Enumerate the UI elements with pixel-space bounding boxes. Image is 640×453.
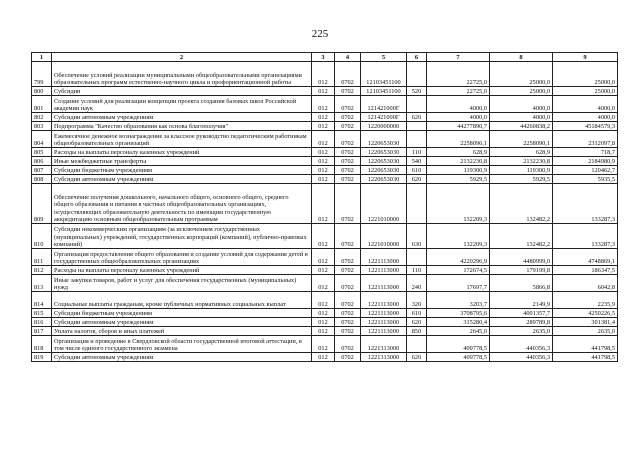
cell-col-section: 0702 [335, 148, 361, 157]
cell-col-row-number: 819 [32, 353, 52, 362]
cell-col-expense-type [407, 184, 427, 224]
cell-col-name: Субсидии автономным учреждениям [52, 318, 312, 327]
table-row [32, 184, 618, 224]
cell-col-sum-year-2: 119300,9 [490, 166, 553, 175]
cell-col-sum-year-1: 628,9 [427, 148, 490, 157]
cell-col-name: Организация и проведение в Свердловской области государственной итоговой аттестации, в том числе единого государственного экзамена [52, 336, 312, 353]
header-col-section: 4 [335, 53, 361, 62]
page-number: 225 [311, 28, 329, 40]
table-header-row [32, 53, 618, 62]
cell-col-sum-year-3: 133287,3 [553, 224, 618, 249]
cell-col-row-number: 805 [32, 148, 52, 157]
cell-col-target-article: 1220653030 [361, 148, 407, 157]
cell-col-target-article: 1221113000 [361, 292, 407, 309]
cell-col-name: Подпрограмма "Качество образования как основа благополучия" [52, 122, 312, 131]
cell-col-section: 0702 [335, 292, 361, 309]
cell-col-name: Субсидии бюджетным учреждениям [52, 166, 312, 175]
cell-col-sum-year-1: 2258096,1 [427, 131, 490, 148]
cell-col-expense-type [407, 131, 427, 148]
cell-col-name: Создание условий для реализации концепции проекта создания базовых школ Российской академии наук [52, 96, 312, 113]
cell-col-target-article: 1221113000 [361, 249, 407, 266]
cell-col-ministry: 012 [312, 318, 335, 327]
cell-col-sum-year-2: 289789,8 [490, 318, 553, 327]
cell-col-section: 0702 [335, 157, 361, 166]
cell-col-row-number: 815 [32, 309, 52, 318]
cell-col-row-number: 799 [32, 62, 52, 87]
cell-col-section: 0702 [335, 131, 361, 148]
cell-col-sum-year-2: 2635,0 [490, 327, 553, 336]
cell-col-row-number: 800 [32, 87, 52, 96]
cell-col-ministry: 012 [312, 336, 335, 353]
cell-col-section: 0702 [335, 122, 361, 131]
cell-col-row-number: 802 [32, 113, 52, 122]
cell-col-name: Ежемесячное денежное вознаграждение за классное руководство педагогическим работникам общеобразовательных организаций [52, 131, 312, 148]
cell-col-target-article: 1220653030 [361, 131, 407, 148]
cell-col-sum-year-3: 2312097,8 [553, 131, 618, 148]
cell-col-sum-year-2: 4000,0 [490, 96, 553, 113]
cell-col-row-number: 817 [32, 327, 52, 336]
cell-col-expense-type: 620 [407, 113, 427, 122]
cell-col-sum-year-2: 179199,8 [490, 266, 553, 275]
cell-col-target-article: 1220653030 [361, 166, 407, 175]
cell-col-sum-year-1: 172674,5 [427, 266, 490, 275]
cell-col-name: Расходы на выплаты персоналу казенных учреждений [52, 148, 312, 157]
cell-col-row-number: 818 [32, 336, 52, 353]
cell-col-sum-year-2: 4000,0 [490, 113, 553, 122]
table-row [32, 309, 618, 318]
cell-col-section: 0702 [335, 175, 361, 184]
table-row [32, 157, 618, 166]
cell-col-name: Расходы на выплаты персоналу казенных учреждений [52, 266, 312, 275]
cell-col-expense-type: 610 [407, 166, 427, 175]
table-row [32, 353, 618, 362]
cell-col-target-article: 121421000Г [361, 113, 407, 122]
cell-col-target-article: 1221113000 [361, 266, 407, 275]
cell-col-expense-type [407, 336, 427, 353]
header-col-ministry: 3 [312, 53, 335, 62]
cell-col-expense-type: 110 [407, 148, 427, 157]
cell-col-sum-year-3: 6042,8 [553, 275, 618, 292]
cell-col-sum-year-3: 441798,5 [553, 353, 618, 362]
table-row [32, 292, 618, 309]
cell-col-name: Обеспечение получения дошкольного, начального общего, основного общего, среднего общего образования и питания в частных общеобразовательных организациях, осуществляющих образовательную деятельность по имеющим государственную аккредитацию основным общеобразовательным программам [52, 184, 312, 224]
cell-col-name: Субсидии автономным учреждениям [52, 175, 312, 184]
cell-col-sum-year-1: 44277890,7 [427, 122, 490, 131]
cell-col-sum-year-2: 440356,3 [490, 336, 553, 353]
cell-col-target-article: 121421000Г [361, 96, 407, 113]
cell-col-ministry: 012 [312, 292, 335, 309]
header-col-expense-type: 6 [407, 53, 427, 62]
table-row [32, 148, 618, 157]
cell-col-expense-type [407, 62, 427, 87]
table-row [32, 62, 618, 87]
cell-col-sum-year-1: 3708795,6 [427, 309, 490, 318]
cell-col-section: 0702 [335, 318, 361, 327]
cell-col-ministry: 012 [312, 175, 335, 184]
cell-col-sum-year-1: 3203,7 [427, 292, 490, 309]
cell-col-name: Иные межбюджетные трансферты [52, 157, 312, 166]
table-row [32, 275, 618, 292]
cell-col-ministry: 012 [312, 96, 335, 113]
cell-col-row-number: 811 [32, 249, 52, 266]
cell-col-ministry: 012 [312, 249, 335, 266]
cell-col-expense-type [407, 96, 427, 113]
cell-col-name: Иные закупки товаров, работ и услуг для обеспечения государственных (муниципальных) нужд [52, 275, 312, 292]
cell-col-ministry: 012 [312, 122, 335, 131]
cell-col-sum-year-3: 301381,4 [553, 318, 618, 327]
cell-col-row-number: 816 [32, 318, 52, 327]
cell-col-expense-type: 850 [407, 327, 427, 336]
cell-col-ministry: 012 [312, 166, 335, 175]
cell-col-sum-year-3: 4250226,5 [553, 309, 618, 318]
table-row [32, 249, 618, 266]
header-col-row-number: 1 [32, 53, 52, 62]
cell-col-name: Субсидии автономным учреждениям [52, 353, 312, 362]
cell-col-sum-year-2: 4001357,7 [490, 309, 553, 318]
cell-col-expense-type: 620 [407, 353, 427, 362]
cell-col-ministry: 012 [312, 275, 335, 292]
cell-col-sum-year-3: 4000,0 [553, 113, 618, 122]
header-col-sum-year-2: 8 [490, 53, 553, 62]
cell-col-section: 0702 [335, 224, 361, 249]
cell-col-expense-type: 610 [407, 309, 427, 318]
cell-col-section: 0702 [335, 327, 361, 336]
cell-col-sum-year-3: 441798,5 [553, 336, 618, 353]
table-row [32, 224, 618, 249]
cell-col-ministry: 012 [312, 131, 335, 148]
cell-col-sum-year-3: 4748869,1 [553, 249, 618, 266]
cell-col-target-article: 1221113000 [361, 327, 407, 336]
cell-col-sum-year-1: 409778,5 [427, 353, 490, 362]
cell-col-row-number: 801 [32, 96, 52, 113]
cell-col-expense-type: 630 [407, 224, 427, 249]
cell-col-ministry: 012 [312, 62, 335, 87]
cell-col-target-article: 1221113000 [361, 309, 407, 318]
cell-col-expense-type: 540 [407, 157, 427, 166]
table-row [32, 266, 618, 275]
cell-col-expense-type: 620 [407, 175, 427, 184]
cell-col-sum-year-2: 132482,2 [490, 184, 553, 224]
table-row [32, 113, 618, 122]
cell-col-row-number: 808 [32, 175, 52, 184]
cell-col-name: Социальные выплаты гражданам, кроме публичных нормативных социальных выплат [52, 292, 312, 309]
cell-col-sum-year-1: 315280,4 [427, 318, 490, 327]
cell-col-section: 0702 [335, 275, 361, 292]
cell-col-section: 0702 [335, 87, 361, 96]
cell-col-section: 0702 [335, 166, 361, 175]
cell-col-row-number: 813 [32, 275, 52, 292]
cell-col-target-article: 1221313000 [361, 353, 407, 362]
cell-col-name: Организация предоставления общего образования и создание условий для содержания детей в государственных общеобразовательных организациях [52, 249, 312, 266]
cell-col-ministry: 012 [312, 309, 335, 318]
cell-col-ministry: 012 [312, 184, 335, 224]
cell-col-expense-type: 320 [407, 292, 427, 309]
cell-col-sum-year-3: 186347,5 [553, 266, 618, 275]
header-col-sum-year-1: 7 [427, 53, 490, 62]
cell-col-sum-year-2: 5929,5 [490, 175, 553, 184]
cell-col-section: 0702 [335, 336, 361, 353]
table-row [32, 327, 618, 336]
cell-col-target-article: 12103451100 [361, 62, 407, 87]
cell-col-sum-year-1: 4000,0 [427, 113, 490, 122]
cell-col-expense-type [407, 122, 427, 131]
cell-col-sum-year-2: 2258090,1 [490, 131, 553, 148]
cell-col-sum-year-3: 25000,0 [553, 87, 618, 96]
cell-col-ministry: 012 [312, 113, 335, 122]
budget-table [31, 52, 618, 362]
cell-col-name: Субсидии некоммерческим организациям (за исключением государственных (муниципальных) учреждений, государственных корпораций (компаний), публично-правовых компаний) [52, 224, 312, 249]
cell-col-section: 0702 [335, 113, 361, 122]
cell-col-sum-year-2: 440356,3 [490, 353, 553, 362]
cell-col-row-number: 814 [32, 292, 52, 309]
cell-col-row-number: 806 [32, 157, 52, 166]
cell-col-ministry: 012 [312, 148, 335, 157]
cell-col-section: 0702 [335, 184, 361, 224]
cell-col-section: 0702 [335, 309, 361, 318]
header-col-sum-year-3: 9 [553, 53, 618, 62]
cell-col-ministry: 012 [312, 353, 335, 362]
cell-col-name: Уплата налогов, сборов и иных платежей [52, 327, 312, 336]
cell-col-sum-year-3: 133287,3 [553, 184, 618, 224]
cell-col-target-article: 1221313000 [361, 336, 407, 353]
cell-col-sum-year-2: 25000,0 [490, 87, 553, 96]
cell-col-row-number: 803 [32, 122, 52, 131]
cell-col-expense-type [407, 249, 427, 266]
cell-col-sum-year-3: 120462,7 [553, 166, 618, 175]
cell-col-section: 0702 [335, 96, 361, 113]
cell-col-target-article: 1220653030 [361, 175, 407, 184]
cell-col-row-number: 804 [32, 131, 52, 148]
cell-col-sum-year-1: 5929,5 [427, 175, 490, 184]
cell-col-row-number: 812 [32, 266, 52, 275]
cell-col-sum-year-2: 4480999,0 [490, 249, 553, 266]
cell-col-sum-year-1: 4000,0 [427, 96, 490, 113]
cell-col-sum-year-3: 2635,0 [553, 327, 618, 336]
cell-col-target-article: 1221113000 [361, 318, 407, 327]
table-row [32, 318, 618, 327]
cell-col-sum-year-1: 17697,7 [427, 275, 490, 292]
cell-col-name: Субсидии [52, 87, 312, 96]
cell-col-sum-year-2: 25000,0 [490, 62, 553, 87]
cell-col-sum-year-3: 5935,5 [553, 175, 618, 184]
cell-col-sum-year-1: 132209,3 [427, 224, 490, 249]
cell-col-expense-type: 520 [407, 87, 427, 96]
cell-col-ministry: 012 [312, 87, 335, 96]
cell-col-sum-year-2: 44260838,2 [490, 122, 553, 131]
header-col-target-article: 5 [361, 53, 407, 62]
cell-col-target-article: 1221010000 [361, 224, 407, 249]
cell-col-section: 0702 [335, 353, 361, 362]
table-row [32, 336, 618, 353]
cell-col-sum-year-1: 2132230,8 [427, 157, 490, 166]
cell-col-sum-year-1: 4220296,9 [427, 249, 490, 266]
cell-col-section: 0702 [335, 266, 361, 275]
cell-col-row-number: 809 [32, 184, 52, 224]
table-row [32, 131, 618, 148]
cell-col-target-article: 1221010000 [361, 184, 407, 224]
cell-col-name: Субсидии автономным учреждениям [52, 113, 312, 122]
table-row [32, 87, 618, 96]
cell-col-name: Обеспечение условий реализации муниципальными общеобразовательными организациями образовательных программ естественно-научного цикла и профориентационной работы [52, 62, 312, 87]
cell-col-target-article: 1221113000 [361, 275, 407, 292]
cell-col-sum-year-1: 22725,0 [427, 62, 490, 87]
cell-col-expense-type: 110 [407, 266, 427, 275]
cell-col-sum-year-1: 119300,9 [427, 166, 490, 175]
cell-col-sum-year-2: 132482,2 [490, 224, 553, 249]
cell-col-ministry: 012 [312, 327, 335, 336]
cell-col-sum-year-2: 2149,9 [490, 292, 553, 309]
cell-col-sum-year-2: 628,9 [490, 148, 553, 157]
cell-col-sum-year-3: 2184980,9 [553, 157, 618, 166]
cell-col-sum-year-2: 2132230,8 [490, 157, 553, 166]
cell-col-sum-year-3: 45184579,3 [553, 122, 618, 131]
cell-col-sum-year-2: 5866,8 [490, 275, 553, 292]
cell-col-section: 0702 [335, 62, 361, 87]
cell-col-sum-year-1: 2645,0 [427, 327, 490, 336]
header-col-name: 2 [52, 53, 312, 62]
table-body [32, 62, 618, 362]
cell-col-expense-type: 240 [407, 275, 427, 292]
cell-col-sum-year-3: 718,7 [553, 148, 618, 157]
cell-col-sum-year-3: 25000,0 [553, 62, 618, 87]
table-row [32, 175, 618, 184]
table-row [32, 96, 618, 113]
cell-col-expense-type: 620 [407, 318, 427, 327]
cell-col-section: 0702 [335, 249, 361, 266]
cell-col-target-article: 12103451100 [361, 87, 407, 96]
table-row [32, 122, 618, 131]
cell-col-ministry: 012 [312, 224, 335, 249]
cell-col-sum-year-1: 22725,0 [427, 87, 490, 96]
cell-col-sum-year-3: 2235,9 [553, 292, 618, 309]
cell-col-sum-year-1: 132209,3 [427, 184, 490, 224]
cell-col-ministry: 012 [312, 266, 335, 275]
table-row [32, 166, 618, 175]
cell-col-ministry: 012 [312, 157, 335, 166]
cell-col-target-article: 1220653030 [361, 157, 407, 166]
cell-col-sum-year-1: 409778,5 [427, 336, 490, 353]
cell-col-sum-year-3: 4000,0 [553, 96, 618, 113]
cell-col-row-number: 807 [32, 166, 52, 175]
cell-col-name: Субсидии бюджетным учреждениям [52, 309, 312, 318]
cell-col-target-article: 1220000000 [361, 122, 407, 131]
cell-col-row-number: 810 [32, 224, 52, 249]
